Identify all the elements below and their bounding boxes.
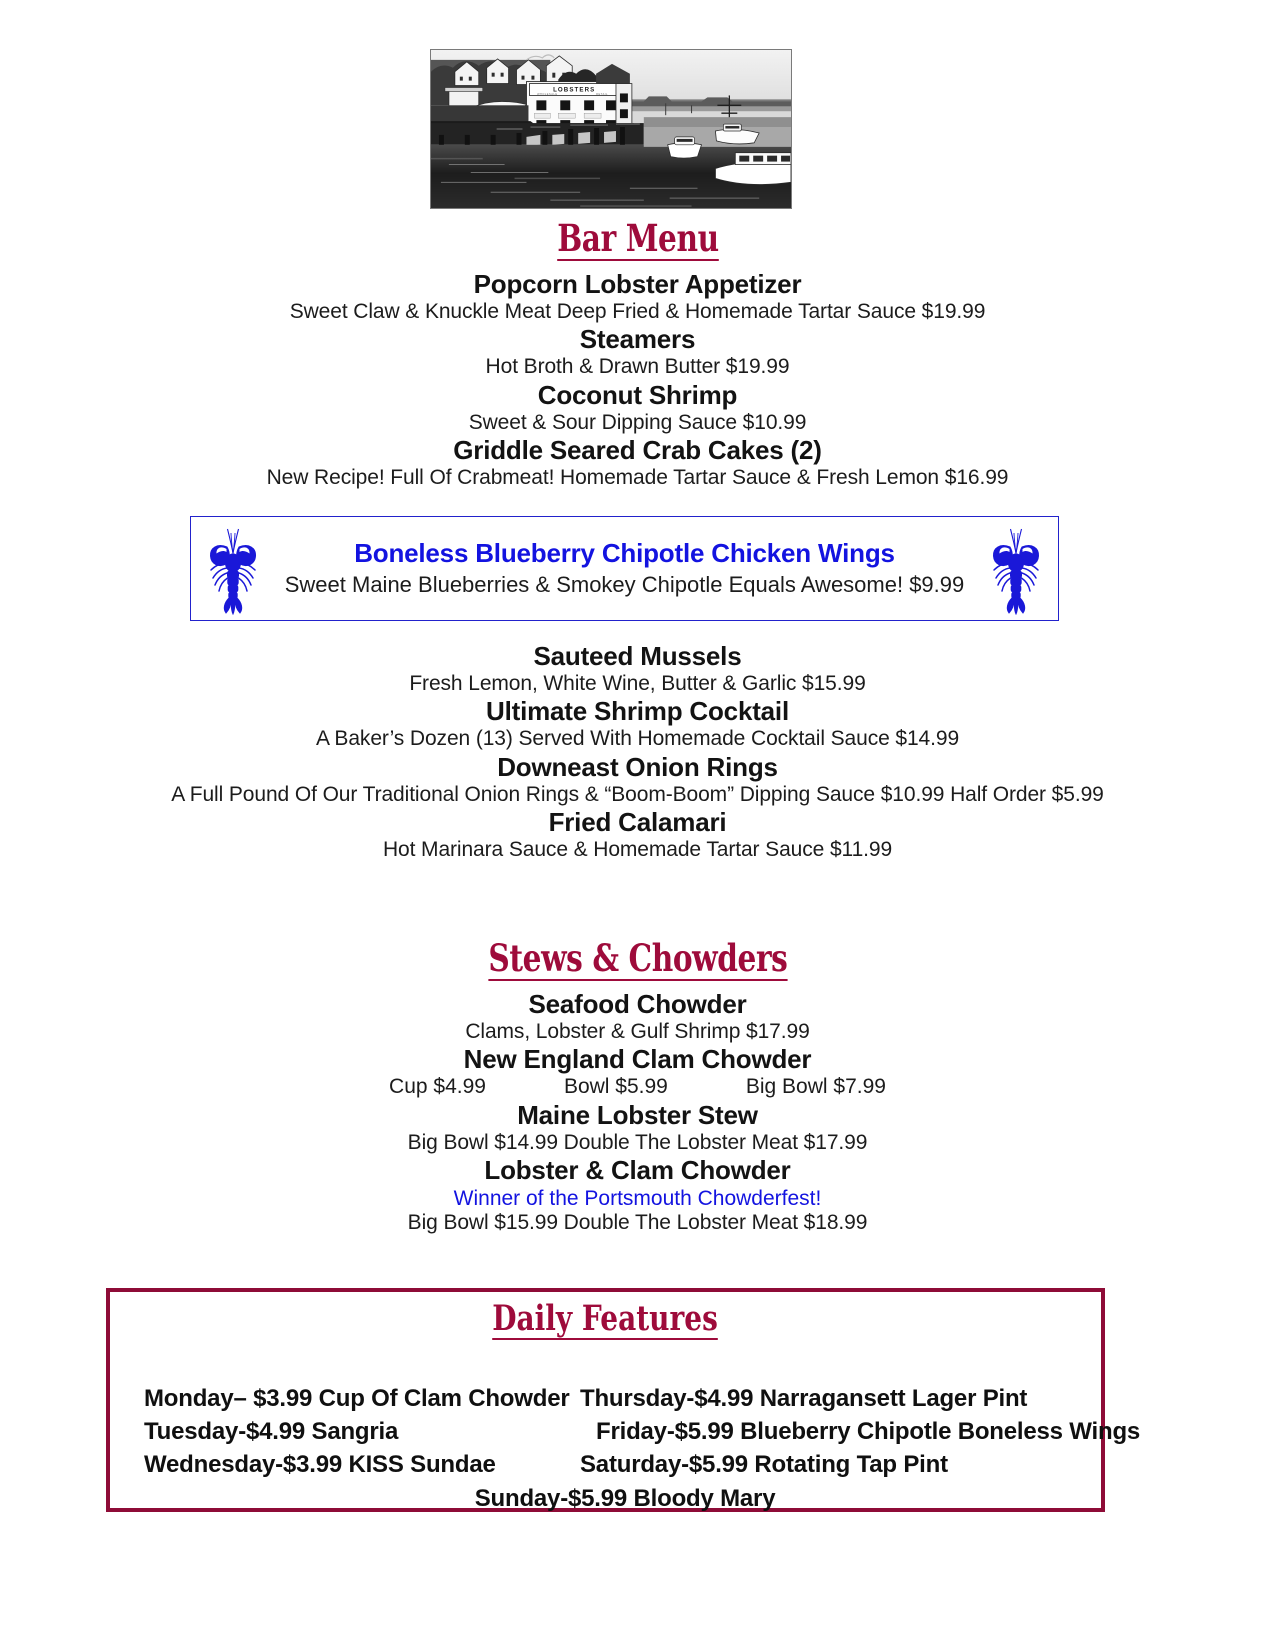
bar-menu-items-mid <box>0 641 1275 863</box>
section-heading-bar-menu <box>0 216 1275 261</box>
lobster-icon-left-glyph <box>207 523 259 615</box>
featured-item-desc: Sweet Maine Blueberries & Smokey Chipotle Equals Awesome! $9.99 <box>284 572 965 598</box>
menu-item-name: New England Clam Chowder <box>463 1044 812 1075</box>
lobster-icon <box>207 523 259 615</box>
price-option-cup: Cup $4.99 <box>389 1075 486 1099</box>
menu-item-desc: Sweet & Sour Dipping Sauce $10.99 <box>468 410 807 434</box>
menu-item-desc: A Full Pound Of Our Traditional Onion Rings & “Boom-Boom” Dipping Sauce $10.99 Half Order $5.99 <box>171 782 1104 806</box>
menu-item-desc: New Recipe! Full Of Crabmeat! Homemade Tartar Sauce & Fresh Lemon $16.99 <box>266 465 1009 489</box>
daily-features-title: Daily Features <box>492 1298 719 1339</box>
menu-item-desc: Big Bowl $14.99 Double The Lobster Meat $17.99 <box>407 1130 868 1154</box>
menu-item-desc: Hot Broth & Drawn Butter $19.99 <box>485 355 790 379</box>
menu-item-name: Lobster & Clam Chowder <box>484 1155 791 1186</box>
menu-item-name: Popcorn Lobster Appetizer <box>473 269 802 299</box>
price-option-bowl: Bowl $5.99 <box>563 1075 668 1099</box>
menu-item-name: Coconut Shrimp <box>537 379 738 410</box>
menu-item-desc: Fresh Lemon, White Wine, Butter & Garlic $15.99 <box>409 671 866 695</box>
bar-menu-title: Bar Menu <box>556 216 719 260</box>
daily-feature-item: Sunday-$5.99 Bloody Mary <box>474 1484 776 1512</box>
menu-item-name: Fried Calamari <box>548 807 727 838</box>
featured-item-box <box>190 516 1059 621</box>
daily-feature-item: Friday-$5.99 Blueberry Chipotle Boneless Wings <box>596 1418 1141 1446</box>
menu-item-desc: Sweet Claw & Knuckle Meat Deep Fried & Homemade Tartar Sauce $19.99 <box>289 299 986 323</box>
wharf-photo-illustration <box>431 50 791 208</box>
menu-item-name: Steamers <box>579 324 696 355</box>
featured-item-title: Boneless Blueberry Chipotle Chicken Wings <box>354 537 895 568</box>
menu-item-name: Downeast Onion Rings <box>497 751 778 782</box>
bar-menu-items-top <box>0 269 1275 491</box>
daily-feature-item: Thursday-$4.99 Narragansett Lager Pint <box>580 1385 1028 1412</box>
lobster-icon <box>990 523 1042 615</box>
menu-item-name: Seafood Chowder <box>528 989 747 1019</box>
header-photo <box>430 49 792 209</box>
daily-feature-item: Wednesday-$3.99 KISS Sundae <box>144 1451 496 1479</box>
menu-item-desc: Big Bowl $15.99 Double The Lobster Meat $18.99 <box>407 1211 868 1235</box>
daily-features-box <box>106 1288 1141 1512</box>
price-option-big-bowl: Big Bowl $7.99 <box>745 1075 886 1099</box>
menu-item-name: Maine Lobster Stew <box>517 1099 758 1130</box>
menu-item-desc: Hot Marinara Sauce & Homemade Tartar Sauce $11.99 <box>382 837 893 861</box>
svg-text:WHOLESALE: WHOLESALE <box>537 93 558 97</box>
section-heading-stews-chowders <box>0 936 1275 981</box>
stews-chowders-title: Stews & Chowders <box>487 936 788 980</box>
lobster-icon-right-glyph <box>990 523 1042 615</box>
svg-text:LOBSTERS: LOBSTERS <box>553 86 596 94</box>
daily-feature-item: Monday– $3.99 Cup Of Clam Chowder <box>144 1385 570 1412</box>
section-heading-daily-features <box>110 1298 1101 1340</box>
menu-item-name: Ultimate Shrimp Cocktail <box>486 696 789 727</box>
daily-feature-item: Tuesday-$4.99 Sangria <box>144 1418 399 1446</box>
menu-item-desc: Clams, Lobster & Gulf Shrimp $17.99 <box>465 1019 810 1043</box>
menu-item-desc: A Baker’s Dozen (13) Served With Homemade Cocktail Sauce $14.99 <box>315 727 960 751</box>
svg-text:RETAIL: RETAIL <box>596 93 608 97</box>
daily-feature-item: Saturday-$5.99 Rotating Tap Pint <box>580 1451 948 1479</box>
menu-item-name: Griddle Seared Crab Cakes (2) <box>453 435 822 466</box>
menu-item-name: Sauteed Mussels <box>533 641 742 671</box>
award-text: Winner of the Portsmouth Chowderfest! <box>453 1186 822 1210</box>
price-row <box>0 1075 1275 1100</box>
daily-features-grid <box>110 1384 1141 1514</box>
stews-chowders-items <box>0 989 1275 1236</box>
